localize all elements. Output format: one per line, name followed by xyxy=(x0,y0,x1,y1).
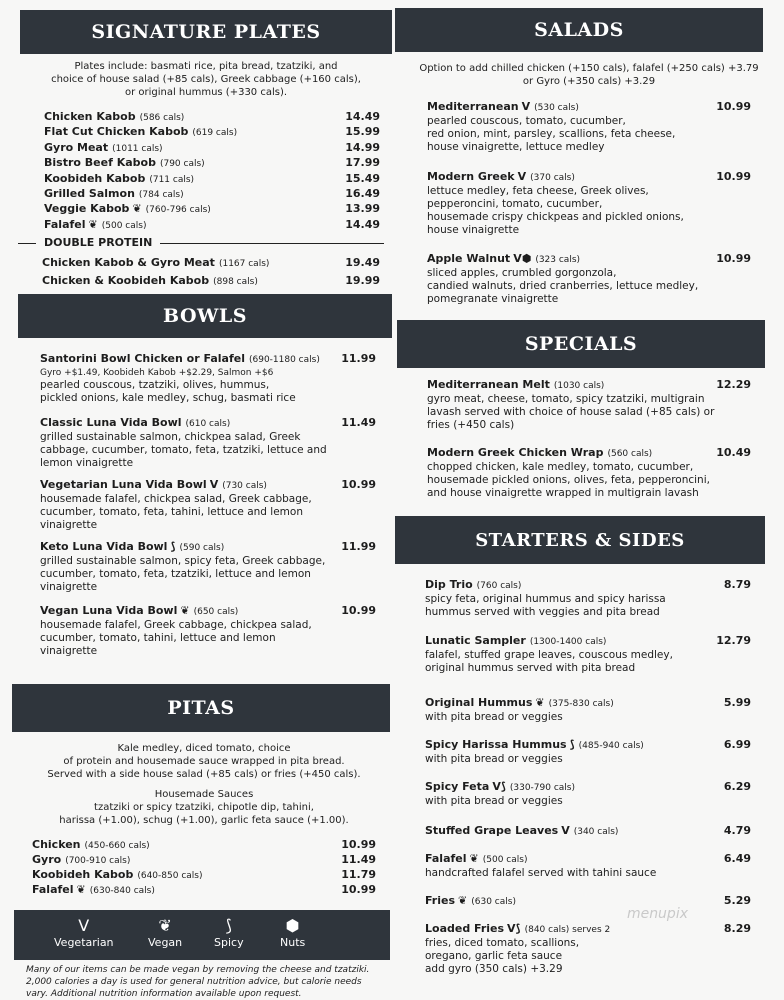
item-calories: (640-850 cals) xyxy=(137,871,203,881)
item-price: 8.79 xyxy=(723,578,751,591)
item-description: hummus served with veggies and pita bread xyxy=(425,606,660,618)
menu-item xyxy=(425,894,775,909)
item-calories: (650 cals) xyxy=(193,607,239,617)
item-price: 19.99 xyxy=(345,274,380,287)
salads-intro-line: Option to add chilled chicken (+150 cals), falafel (+250 cals) +3.79 xyxy=(419,63,759,74)
item-description: vinaigrette xyxy=(40,519,98,531)
item-calories: (790 cals) xyxy=(159,159,205,170)
item-calories: (700-910 cals) xyxy=(65,856,131,866)
menu-item xyxy=(42,256,392,271)
item-description: cucumber, tomato, feta, tahini, lettuce and lemon xyxy=(40,506,303,518)
item-calories: (619 cals) xyxy=(192,128,238,139)
item-description: and house vinaigrette wrapped in multigrain lavash xyxy=(427,487,699,499)
item-name: Stuffed Grape Leaves xyxy=(425,824,559,837)
item-name: Modern Greek Chicken Wrap xyxy=(427,446,604,459)
menu-item xyxy=(427,446,775,500)
item-calories: (784 cals) xyxy=(138,190,184,200)
menu-item-header xyxy=(40,604,392,619)
item-price: 4.79 xyxy=(723,824,751,837)
menu-item xyxy=(44,218,392,233)
item-description: cucumber, tomato, feta, tzatziki, lettuce and lemon xyxy=(40,568,311,580)
item-addons: Gyro +$1.49, Koobideh Kabob +$2.29, Salmon +$6 xyxy=(40,368,274,378)
item-description: sliced apples, crumbled gorgonzola, xyxy=(427,267,617,279)
menu-item xyxy=(425,696,775,724)
item-name: Fries xyxy=(425,894,456,907)
item-description: handcrafted falafel served with tahini sauce xyxy=(425,867,657,879)
item-description: gyro meat, cheese, tomato, spicy tzatziki, multigrain xyxy=(427,393,705,405)
item-price: 14.49 xyxy=(345,110,380,123)
legend-nuts xyxy=(280,916,305,949)
bowls-title: BOWLS xyxy=(163,305,247,327)
menu-item-header xyxy=(40,416,392,431)
salads-intro-line: or Gyro (+350 cals) +3.29 xyxy=(522,76,656,87)
item-description: add gyro (350 cals) +3.29 xyxy=(425,963,563,975)
diet-symbol-icon: ❦ xyxy=(88,217,98,231)
menu-item-header xyxy=(44,202,392,217)
signature-plates-banner xyxy=(20,10,392,54)
legend-spicy xyxy=(214,916,244,949)
item-price: 5.29 xyxy=(723,894,751,907)
salads-title: SALADS xyxy=(534,19,624,41)
menu-item xyxy=(40,604,392,658)
item-description: grilled sustainable salmon, chickpea salad, Greek xyxy=(40,431,301,443)
footnote xyxy=(26,964,390,1000)
item-name: Falafel xyxy=(32,883,74,896)
item-description: candied walnuts, dried cranberries, lettuce medley, xyxy=(427,280,699,292)
item-name: Flat Cut Chicken Kabob xyxy=(44,125,189,139)
item-description: house vinaigrette xyxy=(427,224,520,236)
item-name: Spicy Harissa Hummus xyxy=(425,738,567,751)
item-calories: (500 cals) xyxy=(101,220,147,231)
menu-item xyxy=(44,187,392,202)
menu-item-header xyxy=(40,352,392,367)
pitas-title: PITAS xyxy=(167,697,235,719)
item-name: Original Hummus xyxy=(425,696,533,709)
double-protein-heading xyxy=(18,236,384,250)
double-protein-label: DOUBLE PROTEIN xyxy=(44,236,153,249)
diet-symbol-icon: ⟆ xyxy=(170,540,176,553)
item-description: spicy feta, original hummus and spicy harissa xyxy=(425,593,666,605)
item-name: Veggie Kabob xyxy=(44,202,130,216)
item-description: pomegranate vinaigrette xyxy=(427,293,559,305)
item-name: Vegetarian Luna Vida Bowl xyxy=(40,478,207,491)
item-name: Chicken Kabob xyxy=(44,110,136,123)
item-calories: (898 cals) xyxy=(213,277,258,287)
item-calories: (630 cals) xyxy=(471,897,516,907)
item-price: 15.49 xyxy=(345,171,380,185)
menu-item xyxy=(40,352,392,405)
item-description: falafel, stuffed grape leaves, couscous medley, xyxy=(425,649,673,661)
menu-item xyxy=(32,883,392,898)
menu-item-header xyxy=(40,540,392,555)
legend-bar xyxy=(14,910,390,960)
diet-symbol-icon: ❦ xyxy=(469,852,479,865)
item-price: 10.99 xyxy=(341,883,376,896)
item-description: pepperoncini, tomato, cucumber, xyxy=(427,198,603,210)
menu-item xyxy=(44,156,392,171)
item-description: red onion, mint, parsley, scallions, feta cheese, xyxy=(427,128,676,140)
spicy-pepper-icon: ⟆ xyxy=(225,916,232,935)
item-price: 12.79 xyxy=(716,634,751,647)
item-name: Classic Luna Vida Bowl xyxy=(40,416,182,429)
item-description: original hummus served with pita bread xyxy=(425,662,636,674)
menu-item-header xyxy=(425,780,775,795)
menu-item xyxy=(44,110,392,125)
diet-symbol-icon: ❦ xyxy=(76,883,86,896)
signature-intro-line: Plates include: basmati rice, pita bread, tzatziki, and xyxy=(74,61,338,72)
item-description: housemade crispy chickpeas and pickled onions, xyxy=(427,211,684,223)
left-column xyxy=(10,0,392,1000)
bowls-banner xyxy=(18,294,392,338)
item-price: 19.49 xyxy=(345,256,380,269)
item-price: 14.49 xyxy=(345,217,380,231)
specials-title: SPECIALS xyxy=(524,333,638,355)
item-name: Koobideh Kabob xyxy=(44,171,146,185)
menu-item-header xyxy=(425,824,775,839)
menu-item-header xyxy=(44,187,392,202)
menu-item-header xyxy=(32,883,392,898)
item-calories: (610 cals) xyxy=(185,419,231,429)
item-calories: (1167 cals) xyxy=(218,259,270,269)
item-price: 11.49 xyxy=(341,853,376,866)
menu-item xyxy=(32,868,392,883)
item-description: housemade falafel, Greek cabbage, chickpea salad, xyxy=(40,619,312,631)
item-description: cucumber, tomato, tahini, lettuce and lemon xyxy=(40,632,276,644)
item-name: Mediterranean Melt xyxy=(427,378,550,391)
item-calories: (500 cals) xyxy=(482,855,528,865)
item-name: Gyro Meat xyxy=(44,140,109,154)
item-description: grilled sustainable salmon, spicy feta, Greek cabbage, xyxy=(40,555,326,567)
diet-symbol-icon: V⬢ xyxy=(513,252,532,265)
signature-intro xyxy=(30,60,382,99)
menu-item-header xyxy=(425,578,775,593)
item-description: housemade pickled onions, olives, feta, pepperoncini, xyxy=(427,474,710,486)
item-name: Bistro Beef Kabob xyxy=(44,156,156,170)
menu-item xyxy=(427,378,775,432)
item-price: 11.49 xyxy=(341,416,376,429)
menu-item xyxy=(427,170,775,237)
menu-item xyxy=(427,100,775,154)
menu-item xyxy=(44,172,392,187)
menu-item-header xyxy=(425,852,775,867)
footnote-line: vary. Additional nutrition information available upon request. xyxy=(26,989,302,999)
diet-symbol-icon: V xyxy=(209,478,219,491)
item-price: 15.99 xyxy=(345,125,380,139)
item-price: 6.99 xyxy=(723,738,751,751)
item-name: Lunatic Sampler xyxy=(425,634,526,647)
divider xyxy=(18,243,36,244)
item-name: Chicken xyxy=(32,838,81,851)
item-description: with pita bread or veggies xyxy=(425,711,563,723)
item-calories: (630-840 cals) xyxy=(89,886,155,896)
menu-item xyxy=(425,824,775,839)
menu-item-header xyxy=(42,274,392,289)
menu-item xyxy=(425,738,775,766)
menu-item-header xyxy=(32,838,392,853)
item-calories: (586 cals) xyxy=(139,113,185,123)
diet-symbol-icon: V⟆ xyxy=(507,922,521,935)
item-calories: (340 cals) xyxy=(573,827,619,837)
item-price: 10.99 xyxy=(716,252,751,265)
specials-banner xyxy=(397,320,765,368)
menu-item-header xyxy=(425,922,775,937)
item-calories: (760-796 cals) xyxy=(145,205,211,216)
item-calories: (560 cals) xyxy=(607,449,653,459)
pitas-intro-line: Kale medley, diced tomato, choice xyxy=(117,743,291,754)
item-calories: (1011 cals) xyxy=(112,143,163,154)
item-calories: (730 cals) xyxy=(222,481,267,491)
sauces-heading: Housemade Sauces xyxy=(154,789,254,800)
item-price: 10.49 xyxy=(716,446,751,459)
legend-label: Spicy xyxy=(214,936,244,949)
pitas-intro-line: Served with a side house salad (+85 cals) or fries (+450 cals). xyxy=(47,769,361,780)
item-description: vinaigrette xyxy=(40,581,98,593)
menu-item xyxy=(42,274,392,289)
item-calories: (760 cals) xyxy=(476,581,522,591)
item-calories: (375-830 cals) xyxy=(548,699,614,709)
menu-item-header xyxy=(44,156,392,171)
item-price: 11.79 xyxy=(341,868,376,881)
item-description: with pita bread or veggies xyxy=(425,795,563,807)
starters-sides-banner xyxy=(395,516,765,564)
item-description: pearled couscous, tomato, cucumber, xyxy=(427,115,626,127)
item-description: chopped chicken, kale medley, tomato, cucumber, xyxy=(427,461,694,473)
item-price: 6.49 xyxy=(723,852,751,865)
item-price: 11.99 xyxy=(341,540,376,553)
item-description: house vinaigrette, lettuce medley xyxy=(427,141,605,153)
menu-item xyxy=(32,838,392,853)
menu-item-header xyxy=(44,141,392,156)
salads-banner xyxy=(395,8,763,52)
item-name: Keto Luna Vida Bowl xyxy=(40,540,168,553)
starters-sides-title: STARTERS & SIDES xyxy=(475,529,685,551)
item-price: 10.99 xyxy=(716,100,751,113)
diet-symbol-icon: ❦ xyxy=(535,696,545,709)
vegan-leaf-icon: ❦ xyxy=(158,916,172,935)
item-name: Gyro xyxy=(32,853,62,866)
sauces-line: harissa (+1.00), schug (+1.00), garlic feta sauce (+1.00). xyxy=(59,815,349,826)
item-calories: (450-660 cals) xyxy=(84,841,150,851)
item-calories: (1030 cals) xyxy=(553,381,605,391)
menu-item xyxy=(40,540,392,594)
item-price: 10.99 xyxy=(341,478,376,491)
item-description: fries (+450 cals) xyxy=(427,419,515,431)
pitas-intro-line: of protein and housemade sauce wrapped in pita bread. xyxy=(63,756,345,767)
item-name: Vegan Luna Vida Bowl xyxy=(40,604,178,617)
item-description: lettuce medley, feta cheese, Greek olives, xyxy=(427,185,649,197)
menu-item xyxy=(44,125,392,140)
item-price: 17.99 xyxy=(345,156,380,170)
signature-intro-line: choice of house salad (+85 cals), Greek cabbage (+160 cals), xyxy=(51,74,361,85)
nut-icon: ⬢ xyxy=(285,916,300,935)
signature-intro-line: or original hummus (+330 cals). xyxy=(124,87,288,98)
legend-label: Vegan xyxy=(148,936,183,949)
diet-symbol-icon: ❦ xyxy=(458,894,468,907)
item-price: 13.99 xyxy=(345,202,380,216)
menu-item-header xyxy=(32,868,392,883)
item-calories: (530 cals) xyxy=(534,103,579,113)
item-name: Modern Greek xyxy=(427,170,515,183)
item-name: Koobideh Kabob xyxy=(32,868,134,881)
menu-item-header xyxy=(44,110,392,125)
diet-symbol-icon: V xyxy=(517,170,527,183)
diet-symbol-icon: V xyxy=(561,824,570,837)
diet-symbol-icon: V xyxy=(521,100,531,113)
divider xyxy=(160,243,384,244)
item-name: Grilled Salmon xyxy=(44,187,135,200)
menu-item xyxy=(425,780,775,808)
diet-symbol-icon: ⟆ xyxy=(569,738,575,751)
item-name: Spicy Feta xyxy=(425,780,490,793)
item-name: Chicken & Koobideh Kabob xyxy=(42,274,210,287)
item-description: housemade falafel, chickpea salad, Greek cabbage, xyxy=(40,493,312,505)
item-price: 12.29 xyxy=(716,378,751,391)
item-name: Loaded Fries xyxy=(425,922,505,935)
item-price: 14.99 xyxy=(345,140,380,154)
vegetarian-icon: V xyxy=(78,916,90,935)
item-description: pickled onions, kale medley, schug, basmati rice xyxy=(40,392,296,404)
right-column xyxy=(395,0,780,1000)
item-calories: (370 cals) xyxy=(530,173,575,183)
item-calories: (711 cals) xyxy=(149,174,195,185)
menu-item xyxy=(427,252,775,306)
salads-intro xyxy=(415,62,763,88)
item-description: pearled couscous, tzatziki, olives, hummus, xyxy=(40,379,270,391)
item-description: fries, diced tomato, scallions, xyxy=(425,937,580,949)
menu-item xyxy=(425,922,775,976)
item-description: lavash served with choice of house salad (+85 cals) or xyxy=(427,406,715,418)
item-price: 10.99 xyxy=(341,604,376,617)
item-calories: (485-940 cals) xyxy=(578,741,644,751)
item-price: 11.99 xyxy=(341,352,376,365)
item-name: Santorini Bowl Chicken or Falafel xyxy=(40,352,245,365)
item-description: cabbage, cucumber, tomato, feta, tzatziki, lettuce and xyxy=(40,444,327,456)
menu-item xyxy=(40,478,392,532)
menu-item xyxy=(32,853,392,868)
item-calories: (840 cals) serves 2 xyxy=(524,925,611,935)
item-price: 10.99 xyxy=(341,838,376,851)
pitas-intro xyxy=(26,742,382,781)
item-price: 8.29 xyxy=(723,922,751,935)
menu-item-header xyxy=(40,478,392,493)
menu-item-header xyxy=(425,894,775,909)
item-name: Dip Trio xyxy=(425,578,473,591)
item-calories: (330-790 cals) xyxy=(509,783,575,793)
item-calories: (590 cals) xyxy=(179,543,225,553)
item-price: 5.99 xyxy=(723,696,751,709)
menu-item xyxy=(44,141,392,156)
menu-item-header xyxy=(44,218,392,233)
menu-item xyxy=(44,202,392,217)
menu-item-header xyxy=(44,125,392,140)
menu-item xyxy=(40,416,392,470)
diet-symbol-icon: ❦ xyxy=(180,604,190,617)
footnote-line: Many of our items can be made vegan by removing the cheese and tzatziki. xyxy=(26,965,370,975)
item-calories: (690-1180 cals) xyxy=(248,355,320,365)
item-name: Falafel xyxy=(425,852,467,865)
item-calories: (1300-1400 cals) xyxy=(529,637,607,647)
menu-item-header xyxy=(425,738,775,753)
item-name: Chicken Kabob & Gyro Meat xyxy=(42,256,215,269)
menu-item xyxy=(425,852,775,880)
footnote-line: 2,000 calories a day is used for general nutrition advice, but calorie needs xyxy=(26,977,362,987)
menu-item-header xyxy=(44,172,392,187)
watermark: menupix xyxy=(626,906,688,922)
item-name: Apple Walnut xyxy=(427,252,511,265)
item-name: Mediterranean xyxy=(427,100,519,113)
housemade-sauces xyxy=(26,788,382,827)
item-price: 6.29 xyxy=(723,780,751,793)
legend-vegetarian xyxy=(54,916,114,949)
menu-item xyxy=(425,634,775,675)
signature-plates-title: SIGNATURE PLATES xyxy=(91,21,321,43)
item-description: with pita bread or veggies xyxy=(425,753,563,765)
legend-label: Vegetarian xyxy=(54,936,114,949)
item-description: lemon vinaigrette xyxy=(40,457,134,469)
item-calories: (323 cals) xyxy=(535,255,581,265)
sauces-line: tzatziki or spicy tzatziki, chipotle dip, tahini, xyxy=(94,802,314,813)
item-price: 10.99 xyxy=(716,170,751,183)
legend-label: Nuts xyxy=(280,936,306,949)
item-price: 16.49 xyxy=(345,187,380,200)
diet-symbol-icon: V⟆ xyxy=(492,780,506,793)
menu-item-header xyxy=(425,696,775,711)
item-description: oregano, garlic feta sauce xyxy=(425,950,563,962)
legend-vegan xyxy=(148,916,182,949)
item-name: Falafel xyxy=(44,217,86,231)
menu-item-header xyxy=(42,256,392,271)
diet-symbol-icon: ❦ xyxy=(132,202,142,216)
menu-item-header xyxy=(32,853,392,868)
menu-item xyxy=(425,578,775,619)
item-description: vinaigrette xyxy=(40,645,98,657)
pitas-banner xyxy=(12,684,390,732)
